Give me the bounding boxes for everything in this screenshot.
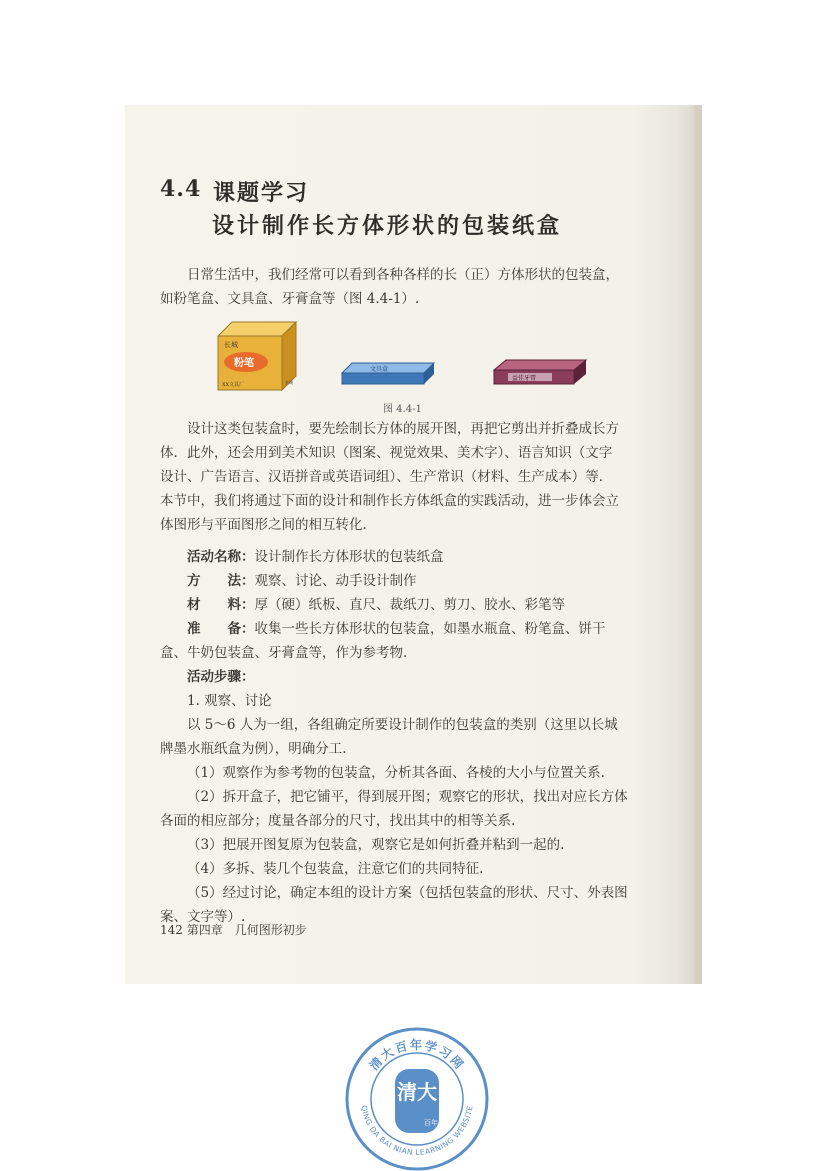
activity-material-value: 厚（硬）纸板、直尺、裁纸刀、剪刀、胶水、彩笔等 (254, 597, 565, 613)
watermark-bottom-text: QING DA BAI NIAN LEARNING WEBSITE (359, 1104, 475, 1158)
chalk-box-right-label: 长城 (285, 380, 293, 385)
watermark-seal (345, 1027, 489, 1171)
section-subtitle: 设计制作长方体形状的包装纸盒 (212, 213, 563, 239)
activity-method-label: 方 法： (187, 573, 255, 589)
section-number: 4.4 (160, 176, 202, 202)
para2-line-2: 体．此外，还会用到美术知识（图案、视觉效果、美术字）、语言知识（文字 (160, 445, 613, 461)
substep-4: （4）多拆、装几个包装盒，注意它们的共同特征. (187, 861, 484, 877)
chalk-box-maker: XX文具厂 (222, 382, 245, 388)
para2-line-3: 设计、广告语言、汉语拼音或英语词组）、生产常识（材料、生产成本）等． (160, 469, 613, 485)
page-number: 142 (160, 923, 183, 937)
page-edge-shadow (694, 105, 702, 984)
toothpaste-box-illustration (494, 360, 586, 384)
substep-2-line-1: （2）拆开盒子，把它铺平，得到展开图；观察它的形状，找出对应长方体 (187, 789, 628, 805)
activity-method-value: 观察、讨论、动手设计制作 (254, 573, 417, 589)
substep-2-line-2: 各面的相应部分；度量各部分的尺寸，找出其中的相等关系. (160, 813, 516, 829)
step1-text-line-2: 牌墨水瓶纸盒为例），明确分工. (160, 741, 347, 757)
chalk-box-illustration (218, 322, 296, 390)
para2-line-1: 设计这类包装盒时，要先绘制长方体的展开图，再把它剪出并折叠成长方 (187, 421, 619, 437)
substep-3: （3）把展开图复原为包装盒，观察它是如何折叠并粘到一起的. (187, 837, 565, 853)
activity-name-value: 设计制作长方体形状的包装纸盒 (254, 549, 444, 565)
substep-1: （1）观察作为参考物的包装盒，分析其各面、各棱的大小与位置关系. (187, 765, 605, 781)
chalk-box-main-label: 粉笔 (234, 358, 254, 369)
stationery-box-label: 文具盒 (370, 366, 389, 373)
activity-prep (160, 617, 687, 641)
watermark-top-text: 清大百年学习网 (366, 1038, 468, 1073)
step1-text-line-1: 以 5～6 人为一组，各组确定所要设计制作的包装盒的类别（这里以长城 (187, 717, 618, 733)
activity-prep-value: 收集一些长方体形状的包装盒，如墨水瓶盒、粉笔盒、饼干 (254, 621, 606, 637)
activity-material-label: 材 料： (187, 597, 255, 613)
toothpaste-box-label: 益佳牙膏 (512, 375, 537, 382)
page-footer (160, 921, 307, 938)
activity-material (160, 593, 687, 617)
watermark-center-glyph: 清大 (397, 1080, 437, 1104)
section-title: 课题学习 (213, 180, 310, 206)
chalk-box-top-label: 长城 (224, 341, 238, 349)
activity-prep-continued: 盒、牛奶包装盒、牙膏盒等，作为参考物. (160, 645, 408, 661)
activity-prep-label: 准 备： (187, 621, 255, 637)
substep-5-line-2: 案、文字等）. (160, 909, 246, 925)
stationery-box-illustration (342, 363, 434, 384)
para2-line-5: 体图形与平面图形之间的相互转化. (160, 517, 367, 533)
activity-name-label: 活动名称： (187, 549, 255, 565)
intro-line-2: 如粉笔盒、文具盒、牙膏盒等（图 4.4-1）. (160, 291, 420, 307)
activity-steps-label: 活动步骤： (187, 669, 255, 685)
intro-line-1: 日常生活中，我们经常可以看到各种各样的长（正）方体形状的包装盒， (187, 267, 619, 283)
substep-5-line-1: （5）经过讨论，确定本组的设计方案（包括包装盒的形状、尺寸、外表图 (187, 885, 628, 901)
step1-heading: 1. 观察、讨论 (187, 693, 272, 709)
figure-caption: 图 4.4-1 (383, 404, 422, 415)
watermark-small-text: 百年 (424, 1119, 438, 1127)
figure-packaging-boxes (210, 318, 610, 400)
activity-name (160, 545, 687, 569)
activity-method (160, 569, 687, 593)
chapter-label: 第四章 几何图形初步 (186, 923, 307, 937)
para2-line-4: 本节中，我们将通过下面的设计和制作长方体纸盒的实践活动，进一步体会立 (160, 493, 619, 509)
